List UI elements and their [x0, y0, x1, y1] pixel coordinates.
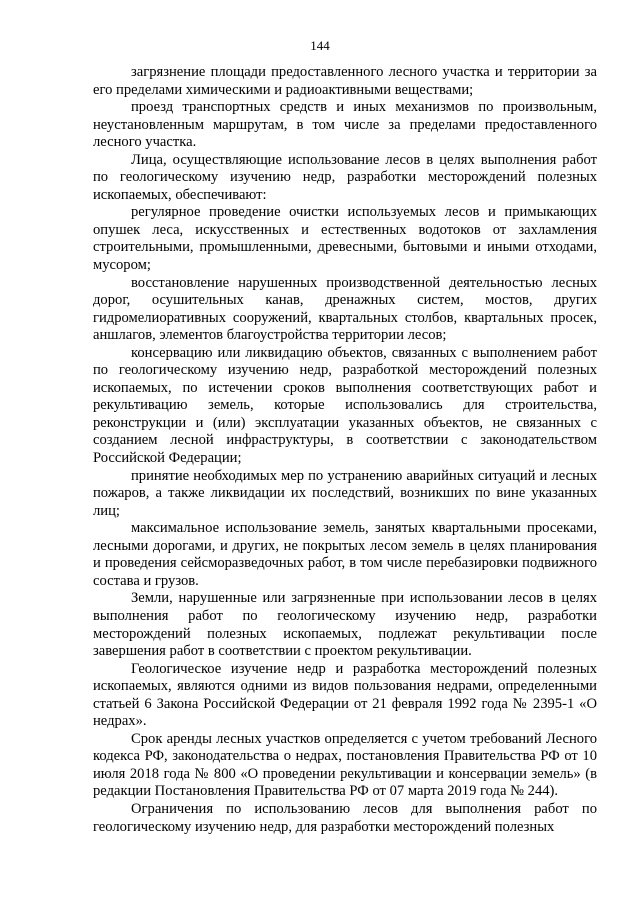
paragraph-9: Земли, нарушенные или загрязненные при использовании лесов в целях выполнения работ по геологическому изучению недр, разработки месторождений полезных ископаемых, подлежат рекультивации после завершения работ в соответствии с проектом рекультивации. — [93, 590, 597, 660]
body-text — [93, 64, 597, 836]
paragraph-10: Геологическое изучение недр и разработка месторождений полезных ископаемых, являются одними из видов пользования недрами, определенными статьей 6 Закона Российской Федерации от 21 февраля 1992 года № 2395-1 «О недрах». — [93, 660, 597, 730]
paragraph-3: Лица, осуществляющие использование лесов в целях выполнения работ по геологическому изучению недр, разработки месторождений полезных ископаемых, обеспечивают: — [93, 151, 597, 203]
paragraph-7: принятие необходимых мер по устранению аварийных ситуаций и лесных пожаров, а также ликвидации их последствий, возникших по вине указанных лиц; — [93, 467, 597, 519]
paragraph-2: проезд транспортных средств и иных механизмов по произвольным, неустановленным маршрутам, в том числе за пределами предоставленного лесного участка. — [93, 99, 597, 151]
paragraph-12: Ограничения по использованию лесов для выполнения работ по геологическому изучению недр, для разработки месторождений полезных — [93, 800, 597, 835]
paragraph-11: Срок аренды лесных участков определяется с учетом требований Лесного кодекса РФ, законодательства о недрах, постановления Правительства РФ от 10 июля 2018 года № 800 «О проведении рекультивации и консервации земель» (в редакции Постановления Правительства РФ от 07 марта 2019 года № 244). — [93, 730, 597, 800]
paragraph-4: регулярное проведение очистки используемых лесов и примыкающих опушек леса, искусственных и естественных водотоков от захламления строительными, промышленными, древесными, бытовыми и иными отходами, мусором; — [93, 204, 597, 274]
page-number: 144 — [310, 38, 330, 53]
paragraph-6: консервацию или ликвидацию объектов, связанных с выполнением работ по геологическому изучению недр, разработкой месторождений полезных ископаемых, по истечении сроков выполнения соответствующих работ и рекультивацию земель, которые использовались для строительства, реконструкции и (или) эксплуатации указанных объектов, не связанных с созданием лесной инфраструктуры, в соответствии с законодательством Российской Федерации; — [93, 344, 597, 467]
paragraph-8: максимальное использование земель, занятых квартальными просеками, лесными дорогами, и других, не покрытых лесом земель в целях планирования и проведения сейсморазведочных работ, в том числе перебазировки подвижного состава и грузов. — [93, 520, 597, 589]
paragraph-5: восстановление нарушенных производственной деятельностью лесных дорог, осушительных канав, дренажных систем, мостов, других гидромелиоративных сооружений, квартальных столбов, квартальных просек, аншлагов, элементов благоустройства территории лесов; — [93, 274, 597, 344]
paragraph-1: загрязнение площади предоставленного лесного участка и территории за его пределами химическими и радиоактивными веществами; — [93, 64, 597, 98]
